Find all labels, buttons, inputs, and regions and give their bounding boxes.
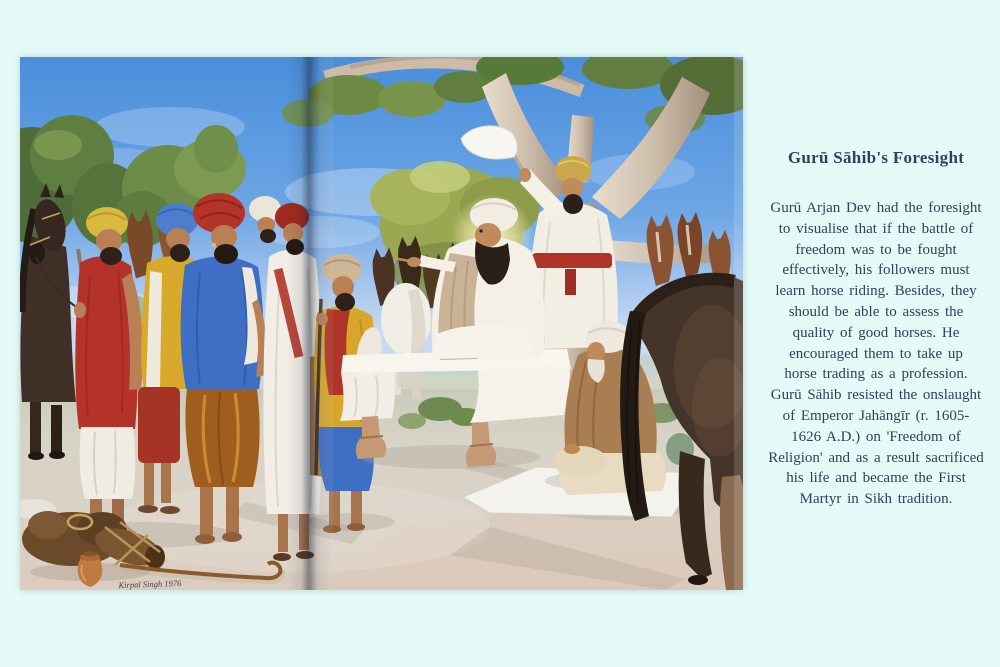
text-line: his life and became the First <box>786 470 966 487</box>
text-line: 1626 A.D.) on 'Freedom of <box>791 428 961 445</box>
text-line: Gurū Arjan Dev had the foresight <box>770 200 982 216</box>
text-line: learn horse riding. Besides, they <box>775 283 977 300</box>
artist-signature: Kirpal Singh 1976 <box>118 577 182 590</box>
text-line: Gurū Sāhib resisted the onslaught <box>770 387 982 404</box>
text-line: Religion' and as a result sacrificed <box>768 449 984 466</box>
text-line: horse trading as a profession. <box>784 366 968 383</box>
article-body <box>748 198 1000 510</box>
text-line: encouraged them to take up <box>789 345 963 362</box>
text-line: Martyr in Sikh tradition. <box>799 491 953 508</box>
text-line: quality of good horses. He <box>792 324 960 341</box>
article-title: Gurū Sāhib's Foresight <box>787 148 965 167</box>
painting <box>20 57 743 590</box>
text-line: should be able to assess the <box>788 303 964 320</box>
text-line: of Emperor Jahāngīr (r. 1605- <box>782 407 970 424</box>
text-line: to visualise that if the battle of <box>778 220 974 237</box>
text-line: effectively, his followers must <box>782 262 970 279</box>
text-line: freedom was to be fought <box>795 241 957 258</box>
article <box>748 148 1000 510</box>
